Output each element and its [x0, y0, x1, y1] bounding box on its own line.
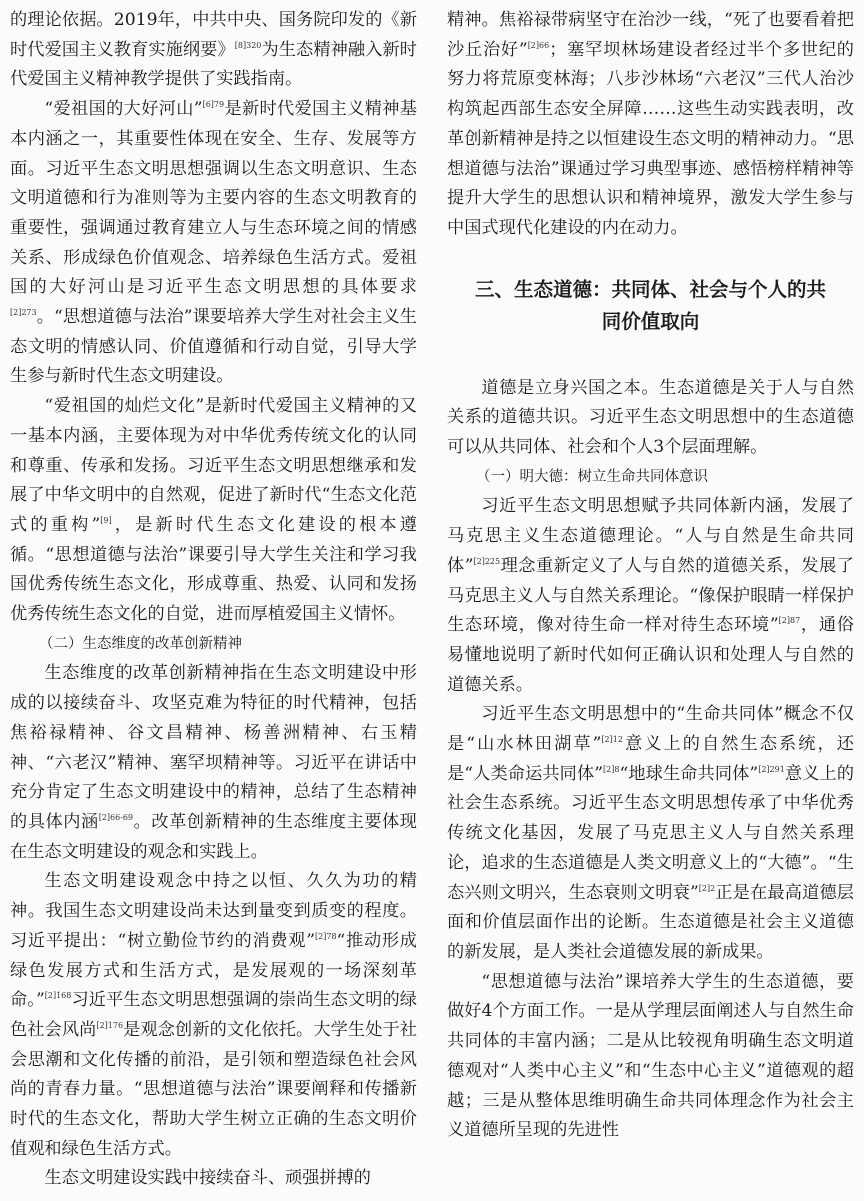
paragraph: “爱祖国的灿烂文化”是新时代爱国主义精神的又一基本内涵，主要体现为对中华优秀传统文化的认同和尊重、传承和发扬。习近平生态文明思想继承和发展了中华文明中的自然观，促进了新时代“生态文化范式的重构”[9]，是新时代生态文化建设的根本遵循。“思想道德与法治”课要引导大学生关注和学习我国优秀传统生态文化，形成尊重、热爱、认同和发扬优秀传统生态文化的自觉，进而厚植爱国主义情怀。 — [10, 396, 417, 625]
paragraph: 习近平生态文明思想中的“生命共同体”概念不仅是“山水林田湖草”$^{[2]12}$意义上的自然生态系统，还是“人类命运共同体”$^{[2]8}$“地球生命共同体”$^{[2]291}$意义上的社会生态系统。习近平生态文明思想传承了中华优秀传统文化基因，发展了马克思主义人与自然关系理论，追求的生态道德是人类文明意义上的“大德”。“生态兴则文明兴，生态衰则文明衰”$^{[2]2}$正是在最高道德层面和价值层面作出的论断。生态道德是社会主义道德的新发展，是人类社会道德发展的新成果。 — [447, 704, 855, 962]
citation: [8]320 — [234, 40, 262, 50]
subsection-heading: （二）生态维度的改革创新精神 — [39, 635, 242, 652]
section-title-line: 三、生态道德：共同体、社会与个人的共 — [474, 277, 826, 301]
citation: [2]66 — [527, 40, 550, 50]
citation: [2]87 — [778, 616, 801, 626]
citation: [2]291 — [758, 764, 785, 774]
paragraph: 道德是立身兴国之本。生态道德是关于人与自然关系的道德共识。习近平生态文明思想中的生态道德可以从共同体、社会和个人3个层面理解。 — [447, 377, 854, 458]
citation: [2]176 — [96, 1020, 124, 1030]
subsection-heading: （一）明大德：树立生命共同体意识 — [476, 468, 708, 485]
left-column — [10, 6, 417, 1194]
citation: [9] — [100, 515, 112, 525]
citation: [2]2 — [698, 883, 716, 893]
section-title — [447, 274, 854, 338]
paragraph: 生态文明建设观念中持之以恒、久久为功的精神。我国生态文明建设尚未达到量变到质变的程度。习近平提出：“树立勤俭节约的消费观”$^{[2]78}$“推动形成绿色发展方式和生活方式，是发展观的一场深刻革命。”$^{[2]168}$习近平生态文明思想强调的崇尚生态文明的绿色社会风尚$^{[2]176}$是观念创新的文化依托。大学生处于社会思潮和文化传播的前沿，是引领和塑造绿色社会风尚的青春力量。“思想道德与法治”课要阐释和传播新时代的生态文化，帮助大学生树立正确的生态文明价值观和绿色生活方式。 — [10, 871, 417, 1159]
citation: [2]225 — [473, 556, 501, 566]
citation: [2]78 — [315, 931, 337, 941]
citation: [2]8 — [603, 764, 620, 774]
right-column — [447, 6, 854, 1146]
paragraph: 的理论依据。2019年，中共中央、国务院印发的《新时代爱国主义教育实施纲要》$^{[8]320}$为生态精神融入新时代爱国主义精神教学提供了实践指南。 — [10, 10, 417, 90]
paragraph: 生态文明建设实践中接续奋斗、顽强拼搏的 — [44, 1168, 371, 1189]
paragraph: 精神。焦裕禄带病坚守在治沙一线，“死了也要看着把沙丘治好”$^{[2]66}$；塞罕坝林场建设者经过半个多世纪的努力将荒原变林海；八步沙林场“六老汉”三代人治沙构筑起西部生态安全屏障……这些生动实践表明，改革创新精神是持之以恒建设生态文明的精神动力。“思想道德与法治”课通过学习典型事迹、感悟榜样精神等提升大学生的思想认识和精神境界，激发大学生参与中国式现代化建设的内在动力。 — [447, 10, 854, 238]
citation: [6]79 — [202, 100, 225, 110]
paragraph: 生态维度的改革创新精神指在生态文明建设中形成的以接续奋斗、攻坚克难为特征的时代精神，包括焦裕禄精神、谷文昌精神、杨善洲精神、右玉精神、“六老汉”精神、塞罕坝精神等。习近平在讲话中充分肯定了生态文明建设中的精神，总结了生态精神的具体内涵$^{[2]66-69}$。改革创新精神的生态维度主要体现在生态文明建设的观念和实践上。 — [10, 663, 417, 862]
paragraph: “爱祖国的大好河山”$^{[6]79}$是新时代爱国主义精神基本内涵之一，其重要性体现在安全、生存、发展等方面。习近平生态文明思想强调以生态文明意识、生态文明道德和行为准则等为主要内容的生态文明教育的重要性，强调通过教育建立人与生态环境之间的情感关系、形成绿色价值观念、培养绿色生活方式。爱祖国的大好河山是习近平生态文明思想的具体要求$^{[2]273}$。“思想道德与法治”课要培养大学生对社会主义生态文明的情感认同、价值遵循和行动自觉，引导大学生参与新时代生态文明建设。 — [10, 99, 417, 387]
section-title-line: 同价值取向 — [601, 309, 700, 333]
citation: [2]12 — [601, 735, 623, 745]
citation: [2]66-69 — [98, 812, 134, 822]
citation: [2]168 — [44, 991, 72, 1001]
citation: [2]273 — [10, 308, 37, 318]
paragraph: 习近平生态文明思想赋予共同体新内涵，发展了马克思主义生态道德理论。“人与自然是生命共同体”$^{[2]225}$理念重新定义了人与自然的道德关系，发展了马克思主义人与自然关系理论。“像保护眼睛一样保护生态环境，像对待生命一样对待生态环境”$^{[2]87}$，通俗易懂地说明了新时代如何正确认识和处理人与自然的道德关系。 — [447, 496, 854, 695]
paragraph: “思想道德与法治”课培养大学生的生态道德，要做好4个方面工作。一是从学理层面阐述人与自然生命共同体的丰富内涵；二是从比较视角明确生态文明道德观对“人类中心主义”和“生态中心主义”道德观的超越；三是从整体思维明确生命共同体理念作为社会主义道德所呈现的先进性 — [447, 971, 854, 1141]
